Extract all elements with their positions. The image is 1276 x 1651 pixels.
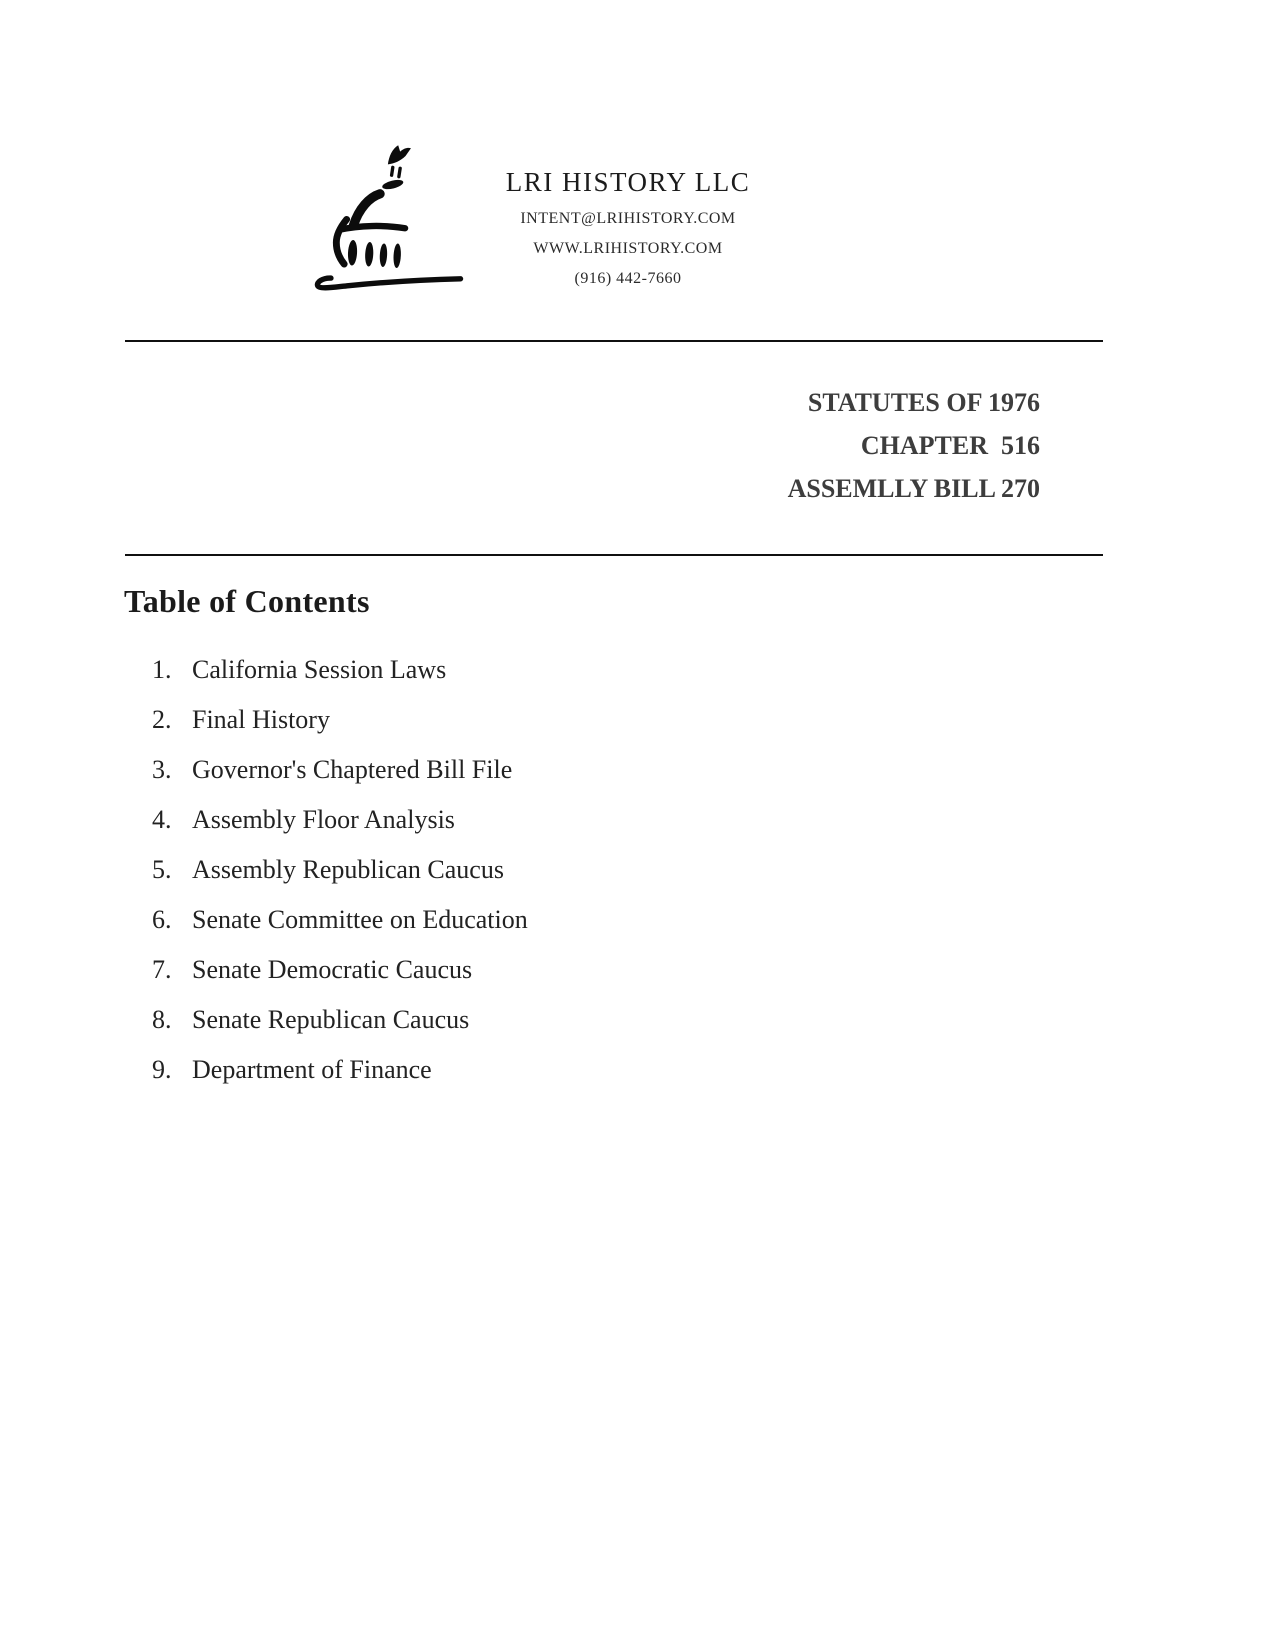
toc-item-number: 4. xyxy=(152,805,172,834)
document-title-block xyxy=(788,381,1040,510)
toc-item-label: California Session Laws xyxy=(192,655,447,684)
statutes-line: STATUTES OF 1976 xyxy=(807,388,1040,417)
company-name: LRI HISTORY LLC xyxy=(505,167,751,197)
letterhead xyxy=(428,160,828,294)
horizontal-rule-bottom xyxy=(125,554,1103,556)
toc-item-number: 9. xyxy=(152,1055,172,1084)
toc-item xyxy=(152,756,528,806)
chapter-line: CHAPTER 516 xyxy=(860,431,1040,460)
toc-item-number: 8. xyxy=(152,1005,172,1034)
phone-number: (916) 442-7660 xyxy=(574,270,682,287)
toc-item xyxy=(152,656,528,706)
toc-item-number: 2. xyxy=(152,705,172,734)
toc-item-label: Assembly Floor Analysis xyxy=(192,805,455,834)
toc-heading: Table of Contents xyxy=(124,583,370,619)
toc-item xyxy=(152,1056,528,1106)
toc-item-number: 1. xyxy=(152,655,172,684)
toc-item-label: Assembly Republican Caucus xyxy=(192,855,504,884)
toc-item-label: Department of Finance xyxy=(192,1055,432,1084)
toc-item-label: Senate Committee on Education xyxy=(192,905,528,934)
toc-item-number: 5. xyxy=(152,855,172,884)
toc-item-label: Governor's Chaptered Bill File xyxy=(192,755,513,784)
toc-list xyxy=(152,656,528,1106)
toc-item-label: Senate Democratic Caucus xyxy=(192,955,473,984)
toc-item-label: Senate Republican Caucus xyxy=(192,1005,470,1034)
website-url: WWW.LRIHISTORY.COM xyxy=(533,240,723,257)
assembly-bill-line: ASSEMLLY BILL 270 xyxy=(787,474,1040,503)
toc-item xyxy=(152,1006,528,1056)
toc-item xyxy=(152,856,528,906)
email-address: INTENT@LRIHISTORY.COM xyxy=(520,210,736,227)
toc-item-number: 6. xyxy=(152,905,172,934)
toc-item-label: Final History xyxy=(192,705,330,734)
toc-item xyxy=(152,806,528,856)
toc-item xyxy=(152,906,528,956)
toc-item-number: 7. xyxy=(152,955,172,984)
horizontal-rule-top xyxy=(125,340,1103,342)
toc-item-number: 3. xyxy=(152,755,172,784)
toc-item xyxy=(152,956,528,1006)
toc-item xyxy=(152,706,528,756)
